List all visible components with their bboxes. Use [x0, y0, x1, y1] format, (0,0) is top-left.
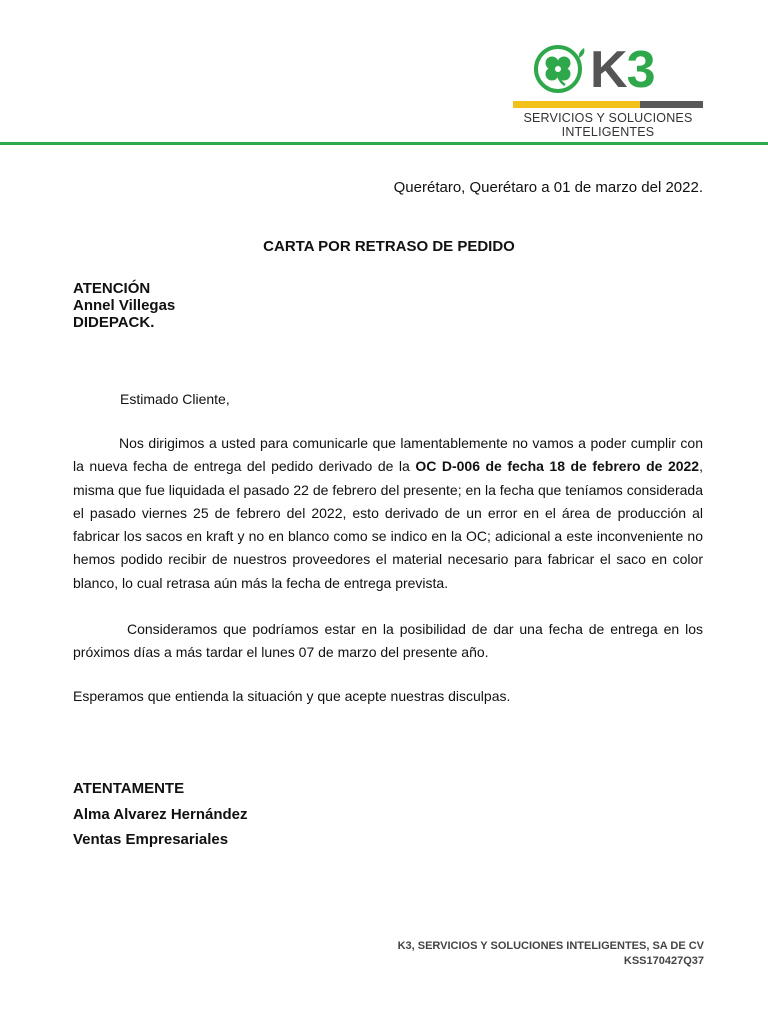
clover-icon: [532, 44, 588, 96]
date-line: Querétaro, Querétaro a 01 de marzo del 2022.: [393, 179, 703, 196]
attention-name: Annel Villegas: [73, 297, 176, 314]
header-divider: [0, 142, 768, 145]
logo-tagline-line2: INTELIGENTES: [561, 125, 655, 139]
signer-name: Alma Alvarez Hernández: [73, 806, 248, 823]
attention-block: [73, 280, 175, 331]
attention-company: DIDEPACK.: [73, 314, 155, 331]
letter-subject: CARTA POR RETRASO DE PEDIDO: [263, 238, 515, 255]
body-paragraph-1: [73, 432, 703, 595]
company-logo: [512, 40, 704, 140]
logo-wordmark: [590, 41, 655, 99]
logo-yellow-bar: [513, 101, 640, 108]
attention-label: ATENCIÓN: [73, 280, 151, 297]
paragraph-1-text-end: , misma que fue liquidada el pasado 22 de febrero del presente; en la fecha que teníamos considerada el pasado viernes 25 de febrero del 2022, esto derivado de un error en el área de producción al fabricar los sacos en kraft y no en blanco como se indico en la OC; adicional a este inconveniente no hemos podido recibir de nuestros proveedores el material necesario para fabricar el saco en color blanco, lo cual retrasa aún más la fecha de entrega prevista.: [73, 458, 703, 591]
body-paragraph-3: Esperamos que entienda la situación y que acepte nuestras disculpas.: [73, 688, 511, 704]
logo-k: K: [590, 41, 627, 99]
logo-3: 3: [626, 41, 655, 99]
body-paragraph-2: [73, 618, 703, 665]
paragraph-2-text: Consideramos que podríamos estar en la posibilidad de dar una fecha de entrega en los próximos días a más tardar el lunes 07 de marzo del presente año.: [73, 621, 703, 661]
closing: ATENTAMENTE: [73, 780, 185, 797]
footer-rfc: KSS170427Q37: [623, 955, 704, 967]
logo-tagline-line1: SERVICIOS Y SOLUCIONES: [523, 111, 693, 125]
footer-company: K3, SERVICIOS Y SOLUCIONES INTELIGENTES, SA DE CV: [397, 940, 704, 952]
salutation: Estimado Cliente,: [120, 391, 230, 407]
order-reference: OC D-006 de fecha 18 de febrero de 2022: [415, 458, 700, 475]
signer-title: Ventas Empresariales: [73, 831, 229, 848]
logo-gray-bar: [640, 101, 703, 108]
paragraph-1-text-start: Nos dirigimos a usted para comunicarle que lamentablemente no vamos a poder cumplir con la nueva fecha de entrega del pedido derivado de la: [73, 435, 703, 475]
